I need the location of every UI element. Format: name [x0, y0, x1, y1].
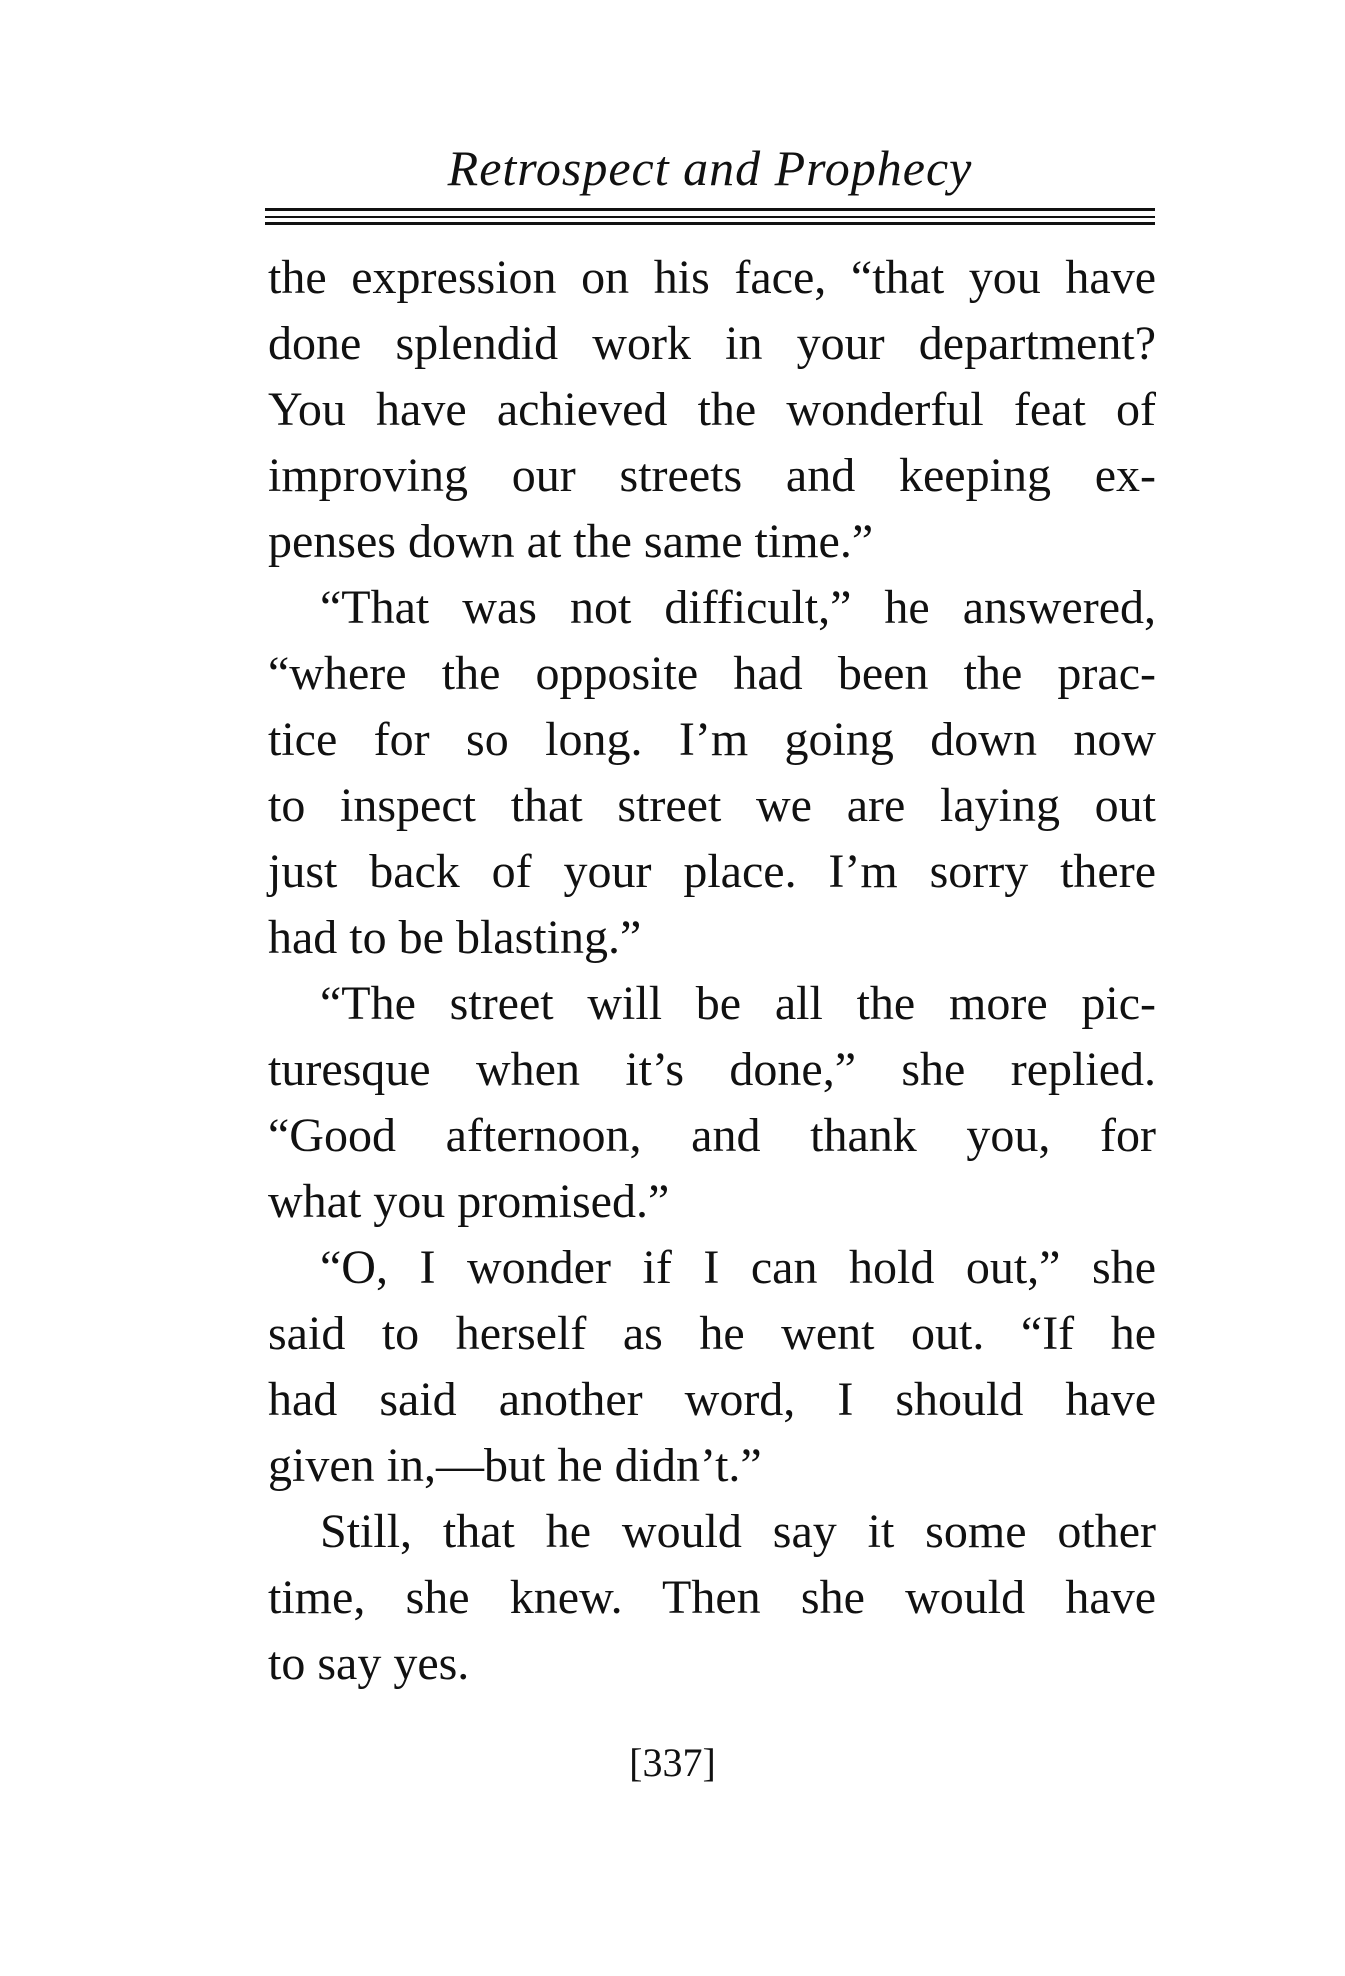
header-rule-middle — [265, 216, 1155, 218]
text-line: “That was not difficult,” he answered, — [320, 581, 1156, 634]
text-line: the expression on his face, “that you have — [268, 251, 1156, 304]
text-line: You have achieved the wonderful feat of — [268, 383, 1156, 436]
text-line: had said another word, I should have — [268, 1373, 1156, 1426]
page-number: [337] — [629, 1740, 716, 1785]
text-line: given in,—but he didn’t.” — [268, 1439, 762, 1492]
body-text — [268, 245, 1156, 1697]
text-line: “where the opposite had been the prac- — [268, 647, 1156, 700]
header-rule-top — [265, 208, 1155, 211]
text-line: “Good afternoon, and thank you, for — [268, 1109, 1156, 1162]
text-line: to inspect that street we are laying out — [268, 779, 1156, 832]
text-line: Still, that he would say it some other — [320, 1505, 1156, 1558]
text-line: “O, I wonder if I can hold out,” she — [320, 1241, 1156, 1294]
text-line: time, she knew. Then she would have — [268, 1571, 1156, 1624]
text-line: tice for so long. I’m going down now — [268, 713, 1156, 766]
header-rule-bottom — [265, 222, 1155, 225]
running-head-title: Retrospect and Prophecy — [447, 140, 973, 196]
text-line: turesque when it’s done,” she replied. — [268, 1043, 1156, 1096]
text-line: improving our streets and keeping ex- — [268, 449, 1156, 502]
text-line: to say yes. — [268, 1637, 470, 1690]
text-line: what you promised.” — [268, 1175, 670, 1228]
text-line: done splendid work in your department? — [268, 317, 1156, 370]
text-line: “The street will be all the more pic- — [320, 977, 1156, 1030]
text-line: just back of your place. I’m sorry there — [268, 845, 1156, 898]
text-line: said to herself as he went out. “If he — [268, 1307, 1156, 1360]
text-line: penses down at the same time.” — [268, 515, 874, 568]
text-line: had to be blasting.” — [268, 911, 642, 964]
